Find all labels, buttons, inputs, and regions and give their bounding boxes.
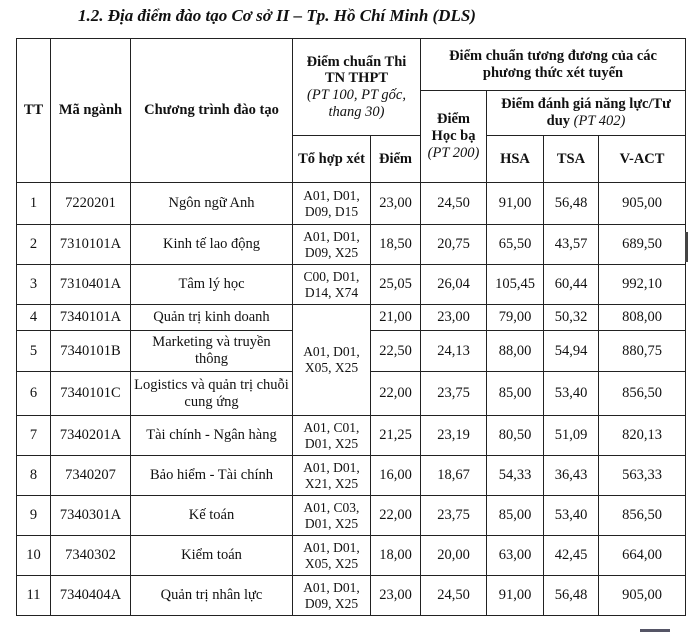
cell-hoc-ba: 23,00 — [421, 305, 487, 331]
cell-hsa: 88,00 — [487, 331, 544, 372]
header-vact: V-ACT — [599, 136, 686, 183]
cell-vact: 808,00 — [599, 305, 686, 331]
cell-tsa: 43,57 — [544, 225, 599, 265]
header-ma-nganh: Mã ngành — [51, 39, 131, 183]
cell-hoc-ba: 26,04 — [421, 265, 487, 305]
admission-score-table — [16, 38, 686, 616]
cell-vact: 856,50 — [599, 496, 686, 536]
cell-ma: 7220201 — [51, 183, 131, 225]
cell-tt: 4 — [17, 305, 51, 331]
cell-tt: 11 — [17, 576, 51, 616]
cell-to-hop: A01, D01, X21, X25 — [293, 456, 371, 496]
table-row — [17, 416, 686, 456]
cell-hoc-ba: 20,75 — [421, 225, 487, 265]
cell-tt: 7 — [17, 416, 51, 456]
cell-tsa: 50,32 — [544, 305, 599, 331]
table-row — [17, 536, 686, 576]
header-hoc-ba-title: Điểm Học bạ — [431, 111, 476, 145]
cell-ma: 7340301A — [51, 496, 131, 536]
cell-to-hop-merged: A01, D01, X05, X25 — [293, 305, 371, 416]
header-tsa: TSA — [544, 136, 599, 183]
cell-hsa: 63,00 — [487, 536, 544, 576]
cell-tsa: 36,43 — [544, 456, 599, 496]
section-heading: 1.2. Địa điểm đào tạo Cơ sở II – Tp. Hồ Chí Minh (DLS) — [78, 6, 476, 25]
cell-tsa: 53,40 — [544, 372, 599, 416]
cell-tt: 3 — [17, 265, 51, 305]
cell-diem: 21,00 — [371, 305, 421, 331]
cell-ten: Tài chính - Ngân hàng — [131, 416, 293, 456]
table-row — [17, 576, 686, 616]
cell-diem: 16,00 — [371, 456, 421, 496]
cell-tsa: 53,40 — [544, 496, 599, 536]
cell-ten: Bảo hiểm - Tài chính — [131, 456, 293, 496]
table-row — [17, 305, 686, 331]
cell-ma: 7340302 — [51, 536, 131, 576]
cell-hoc-ba: 23,75 — [421, 372, 487, 416]
cell-diem: 22,50 — [371, 331, 421, 372]
cell-to-hop: A01, C01, D01, X25 — [293, 416, 371, 456]
header-thpt-title: Điểm chuẩn Thi TN THPT — [306, 53, 407, 87]
cell-diem: 23,00 — [371, 576, 421, 616]
cell-hoc-ba: 23,75 — [421, 496, 487, 536]
cell-tsa: 56,48 — [544, 576, 599, 616]
header-to-hop: Tổ hợp xét — [293, 136, 371, 183]
cell-to-hop: A01, D01, D09, X25 — [293, 225, 371, 265]
cell-hsa: 54,33 — [487, 456, 544, 496]
cell-diem: 18,00 — [371, 536, 421, 576]
cell-hoc-ba: 23,19 — [421, 416, 487, 456]
cell-vact: 664,00 — [599, 536, 686, 576]
cell-vact: 856,50 — [599, 372, 686, 416]
cell-tsa: 56,48 — [544, 183, 599, 225]
cell-hoc-ba: 24,50 — [421, 576, 487, 616]
cell-hsa: 105,45 — [487, 265, 544, 305]
header-dgnl-sub: (PT 402) — [573, 113, 626, 129]
cell-hoc-ba: 24,50 — [421, 183, 487, 225]
cell-ten: Kiểm toán — [131, 536, 293, 576]
cell-ma: 7340101B — [51, 331, 131, 372]
cell-to-hop: C00, D01, D14, X74 — [293, 265, 371, 305]
cell-diem: 25,05 — [371, 265, 421, 305]
cell-vact: 689,50 — [599, 225, 686, 265]
cell-vact: 905,00 — [599, 576, 686, 616]
table-row — [17, 456, 686, 496]
cell-tt: 10 — [17, 536, 51, 576]
cell-ma: 7340101A — [51, 305, 131, 331]
header-chuong-trinh: Chương trình đào tạo — [131, 39, 293, 183]
cell-ten: Kinh tế lao động — [131, 225, 293, 265]
cell-to-hop: A01, D01, D09, D15 — [293, 183, 371, 225]
cell-ten: Logistics và quản trị chuỗi cung ứng — [131, 372, 293, 416]
cell-tt: 2 — [17, 225, 51, 265]
header-tt: TT — [17, 39, 51, 183]
cell-vact: 820,13 — [599, 416, 686, 456]
cell-tsa: 60,44 — [544, 265, 599, 305]
cell-vact: 992,10 — [599, 265, 686, 305]
cell-ma: 7310401A — [51, 265, 131, 305]
cell-hsa: 91,00 — [487, 183, 544, 225]
cell-to-hop: A01, D01, D09, X25 — [293, 576, 371, 616]
cell-diem: 22,00 — [371, 496, 421, 536]
header-dgnl — [487, 91, 686, 136]
cell-hsa: 65,50 — [487, 225, 544, 265]
cell-ma: 7340404A — [51, 576, 131, 616]
header-dgnl-title: Điểm đánh giá năng lực/Tư duy — [501, 96, 671, 129]
cell-ten: Quản trị kinh doanh — [131, 305, 293, 331]
cell-ten: Kế toán — [131, 496, 293, 536]
header-diem: Điểm — [371, 136, 421, 183]
header-thpt — [293, 39, 421, 136]
header-hoc-ba — [421, 91, 487, 183]
cell-ten: Tâm lý học — [131, 265, 293, 305]
cell-ma: 7340207 — [51, 456, 131, 496]
table-row — [17, 183, 686, 225]
cell-hsa: 91,00 — [487, 576, 544, 616]
cell-hsa: 85,00 — [487, 372, 544, 416]
header-thpt-sub: (PT 100, PT gốc, thang 30) — [307, 87, 406, 120]
cell-hsa: 80,50 — [487, 416, 544, 456]
cell-tt: 6 — [17, 372, 51, 416]
cell-ten: Ngôn ngữ Anh — [131, 183, 293, 225]
cell-vact: 905,00 — [599, 183, 686, 225]
table-row — [17, 265, 686, 305]
cell-ten: Marketing và truyền thông — [131, 331, 293, 372]
cell-hsa: 85,00 — [487, 496, 544, 536]
cell-diem: 23,00 — [371, 183, 421, 225]
cell-hsa: 79,00 — [487, 305, 544, 331]
cell-diem: 21,25 — [371, 416, 421, 456]
cell-ma: 7340101C — [51, 372, 131, 416]
header-tuong-duong: Điểm chuẩn tương đương của các phương thức xét tuyển — [421, 39, 686, 91]
cell-tt: 1 — [17, 183, 51, 225]
cell-to-hop: A01, D01, X05, X25 — [293, 536, 371, 576]
cell-hoc-ba: 20,00 — [421, 536, 487, 576]
cell-tt: 8 — [17, 456, 51, 496]
header-hoc-ba-sub: (PT 200) — [427, 144, 480, 161]
cell-tsa: 51,09 — [544, 416, 599, 456]
cell-tt: 9 — [17, 496, 51, 536]
cell-hoc-ba: 24,13 — [421, 331, 487, 372]
cell-vact: 880,75 — [599, 331, 686, 372]
header-hsa: HSA — [487, 136, 544, 183]
cell-diem: 18,50 — [371, 225, 421, 265]
table-row — [17, 225, 686, 265]
cell-vact: 563,33 — [599, 456, 686, 496]
cell-ten: Quản trị nhân lực — [131, 576, 293, 616]
cell-ma: 7340201A — [51, 416, 131, 456]
cell-diem: 22,00 — [371, 372, 421, 416]
cell-to-hop: A01, C03, D01, X25 — [293, 496, 371, 536]
cell-ma: 7310101A — [51, 225, 131, 265]
cell-tsa: 42,45 — [544, 536, 599, 576]
cell-tt: 5 — [17, 331, 51, 372]
table-row — [17, 496, 686, 536]
cell-hoc-ba: 18,67 — [421, 456, 487, 496]
cell-tsa: 54,94 — [544, 331, 599, 372]
